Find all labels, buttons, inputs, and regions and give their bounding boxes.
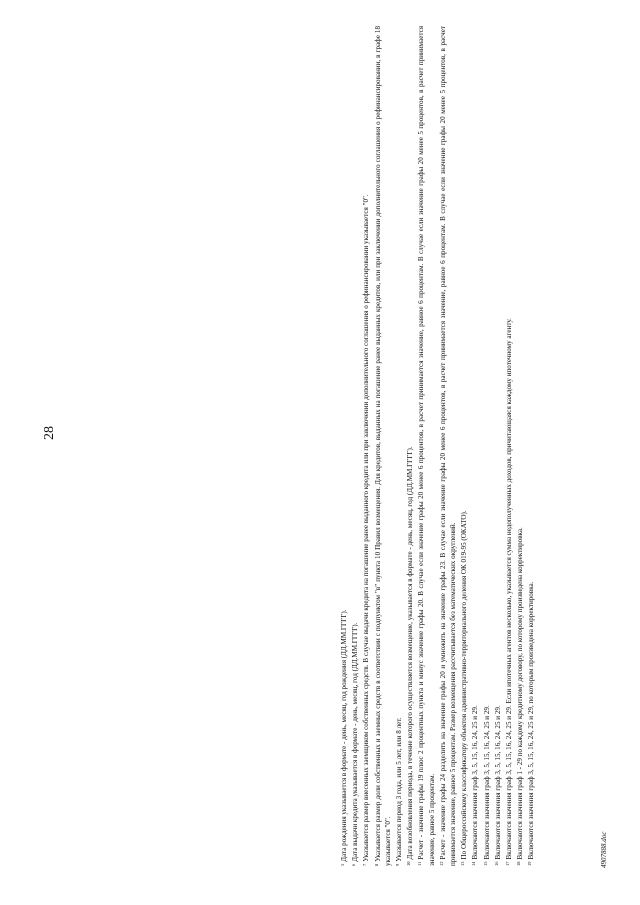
footnote: $^{14}$Включаются значения граф 3, 5, 15, 16, 24, 25 и 29. — [471, 705, 480, 866]
footnotes-block — [338, 26, 537, 866]
footnote: $^{19}$Включаются значения граф 3, 5, 15, 16, 24, 25 и 29, по которым произведена корректировка. — [527, 581, 536, 866]
footnote: $^9$Указывается период 3 года, или 5 лет, или 8 лет. — [395, 717, 404, 866]
file-name: 4907888.doc — [600, 831, 608, 868]
footnote: $^{13}$По Общероссийскому классификатору объектов административно-территориального деления ОК 019-95 (ОКАТО). — [460, 510, 469, 866]
footnote: $^8$Указывается размер доли собственных и заемных средств в соответствии с подпунктом "в" пункта 10 Правил возмещения. Для кредитов, выданных на погашение ранее выданных кредитов, или при заключении дополнительного соглашения о рефинансировании, в графе 18 указывается "0". — [373, 26, 392, 866]
page-number: 28 — [42, 426, 57, 440]
footnote: $^{12}$Расчет - значение графы 24 разделить на значение графы 20 и умножить на значение графы 23. В случае если значение графы 20 менее 6 процентов, в расчет принимается значение, равное 6 процентам. В случае если значение графы 20 менее 5 процентов, в расчет принимается значение, равное 5 процентам. Размер возмещения рассчитывается без математических округлений. — [438, 26, 458, 866]
footnote: $^{17}$Включаются значения граф 3, 5, 15, 16, 24, 25 и 29. Если ипотечных агентов несколько, указывается сумма недополученных доходов, причитающаяся каждому ипотечному агенту. — [505, 318, 514, 866]
footnote: $^{10}$Дата возобновления периода, в течение которого осуществляется возмещение, указывается в формате - день, месяц, год (ДД.ММ.ГГГГ). — [406, 446, 415, 866]
footnote: $^{16}$Включаются значения граф 3, 5, 15, 16, 24, 25 и 29. — [493, 705, 502, 866]
footnote: $^7$Указывается размер внесенных заемщиком собственных средств. В случае выдачи кредита на погашение ранее выданного кредита или при заключении дополнительного соглашения о рефинансировании указывается "0". — [362, 194, 371, 866]
footnote: $^{11}$Расчет - значение графы 19 плюс 2 процентных пункта и минус значение графы 20. В случае если значение графы 20 менее 6 процентов, в расчет принимается значение, равное 6 процентам. В случае если значение графы 20 менее 5 процентов, в расчет принимается значение, равное 5 процентам. — [417, 26, 436, 866]
footnote: $^{15}$Включаются значения граф 3, 5, 15, 16, 24, 25 и 29. — [482, 705, 491, 866]
footnote: $^5$Дата рождения указывается в формате - день, месяц, год рождения (ДД.ММ.ГГГГ). — [340, 609, 348, 866]
footnote: $^6$Дата выдачи кредита указывается в формате - день, месяц, год (ДД.ММ.ГГГГ). — [351, 622, 360, 866]
footnote: $^{18}$Включаются значения граф 1 - 29 по каждому кредитному договору, по которому произведена корректировка. — [516, 527, 525, 866]
